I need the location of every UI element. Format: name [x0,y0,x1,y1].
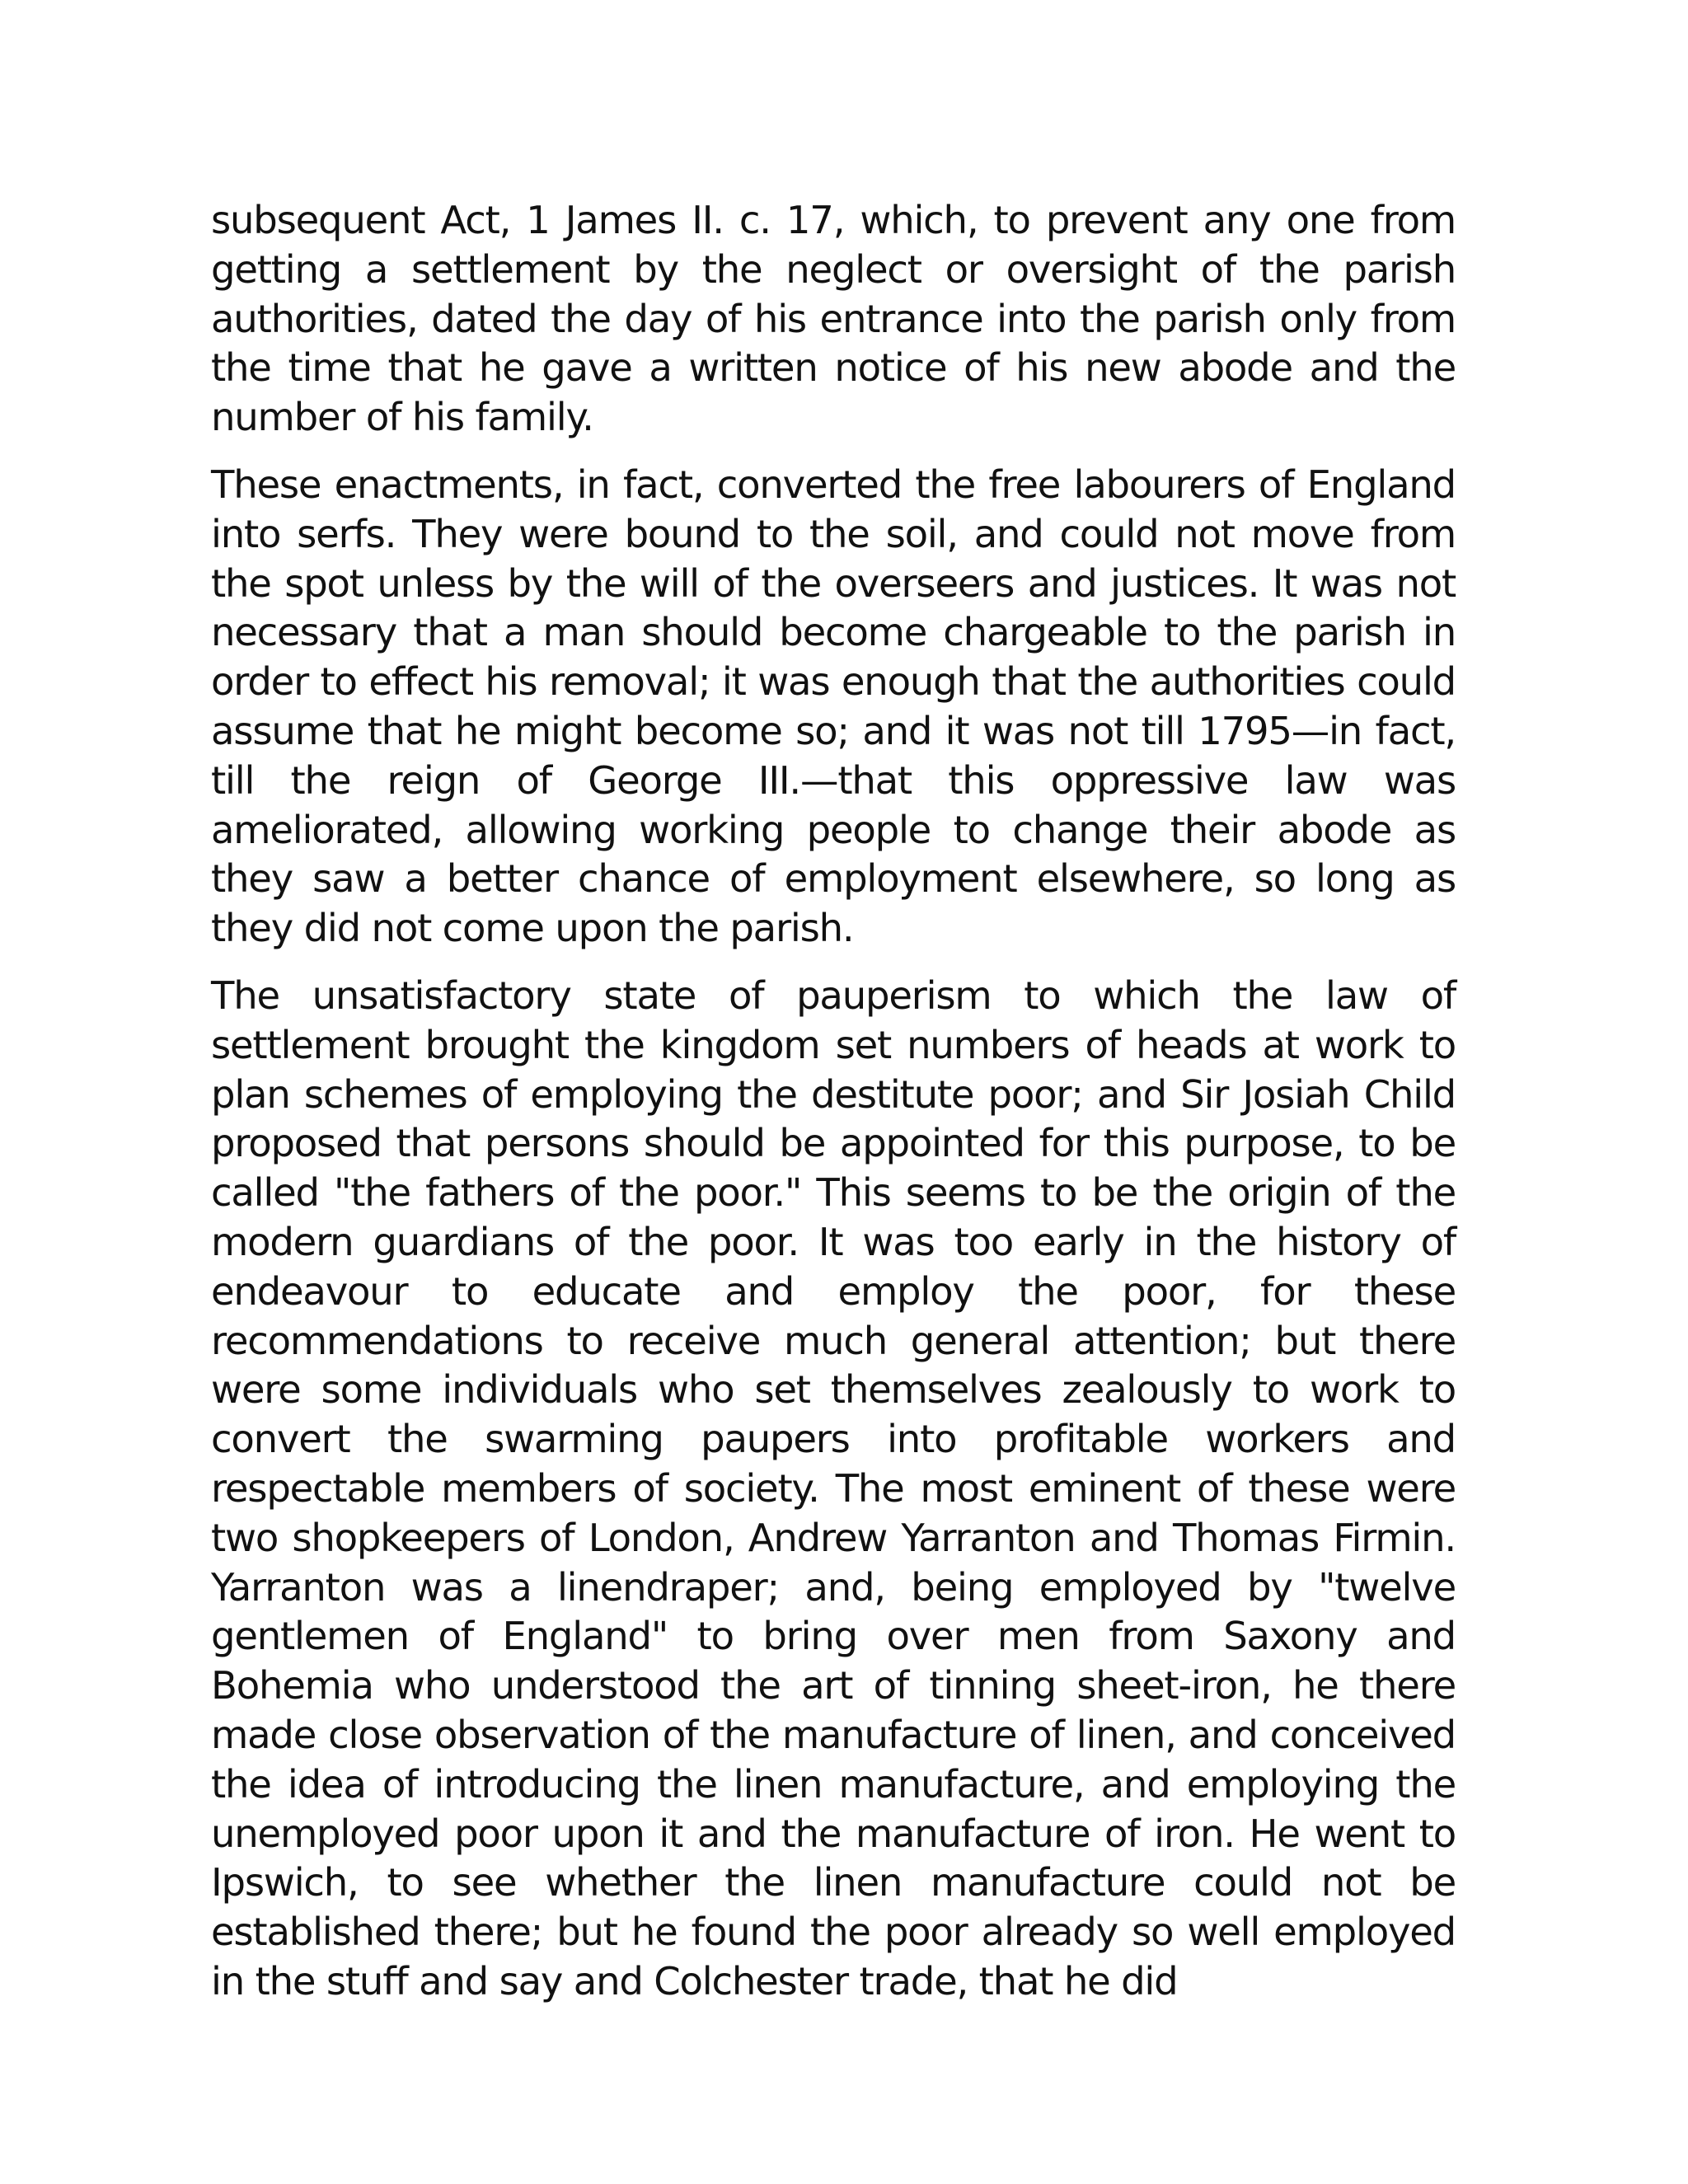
paragraph-serfs: These enactments, in fact, converted the free labourers of England into serfs. They were bound to the soil, and could not move from the spot unless by the will of the overseers and justices. It was not necessary that a man should become chargeable to the parish in order to effect his removal; it was enough that the authorities could assume that he might become so; and it was not till 1795—in fact, till the reign of George III.—that this oppressive law was ameliorated, allowing working people to change their abode as they saw a better chance of employment elsewhere, so long as they did not come upon the parish. [211,462,1456,951]
paragraph-settlement-act: subsequent Act, 1 James II. c. 17, which, to prevent any one from getting a settlement by the neglect or oversight of the parish authorities, dated the day of his entrance into the parish only from the time that he gave a written notice of his new abode and the number of his family. [211,198,1456,440]
page-body [211,196,1456,2025]
paragraph-pauperism: The unsatisfactory state of pauperism to which the law of settlement brought the kingdom set numbers of heads at work to plan schemes of employing the destitute poor; and Sir Josiah Child proposed that persons should be appointed for this purpose, to be called "the fathers of the poor." This seems to be the origin of the modern guardians of the poor. It was too early in the history of endeavour to educate and employ the poor, for these recommendations to receive much general attention; but there were some individuals who set themselves zealously to work to convert the swarming paupers into profitable workers and respectable members of society. The most eminent of these were two shopkeepers of London, Andrew Yarranton and Thomas Firmin. Yarranton was a linendraper; and, being employed by "twelve gentlemen of England" to bring over men from Saxony and Bohemia who understood the art of tinning sheet-iron, he there made close observation of the manufacture of linen, and conceived the idea of introducing the linen manufacture, and employing the unemployed poor upon it and the manufacture of iron. He went to Ipswich, to see whether the linen manufacture could not be established there; but he found the poor already so well employed in the stuff and say and Colchester trade, that he did [211,972,1456,2004]
